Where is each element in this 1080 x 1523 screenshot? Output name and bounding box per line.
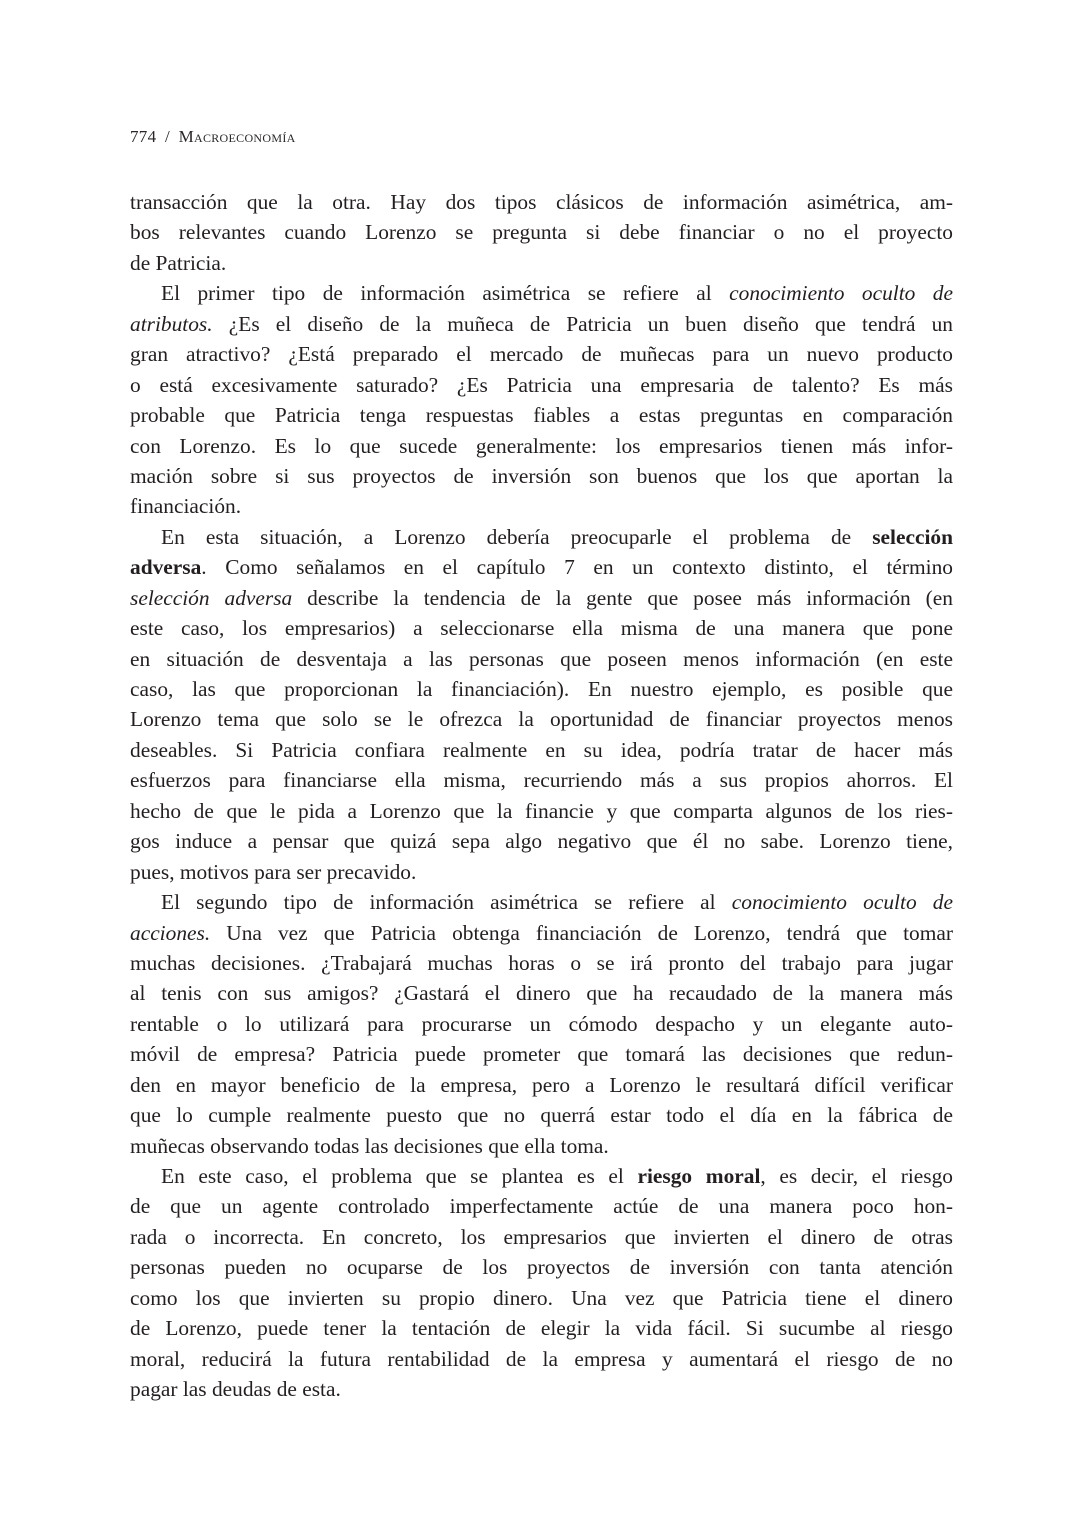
paragraph	[130, 278, 953, 522]
text-run: de Lorenzo, puede tener la tentación de elegir la vida fácil. Si sucumbe al riesgo	[130, 1316, 953, 1341]
text-run: den en mayor beneficio de la empresa, pero a Lorenzo le resultará difícil verificar	[130, 1072, 953, 1097]
text-line	[130, 857, 953, 887]
text-run: En este caso, el problema que se plantea es el	[161, 1164, 638, 1188]
italic-term: conocimiento oculto de	[731, 890, 953, 915]
text-line	[130, 248, 953, 278]
paragraph	[130, 187, 953, 278]
paragraph	[130, 1161, 953, 1405]
text-line	[130, 1344, 953, 1374]
text-run: ¿Es el diseño de la muñeca de Patricia un buen diseño que tendrá un	[212, 311, 953, 336]
page-number: 774	[130, 127, 157, 146]
text-run: El primer tipo de información asimétrica se refiere al	[161, 281, 730, 306]
text-run: esfuerzos para financiarse ella misma, recurriendo más a sus propios ahorros. El	[130, 768, 953, 793]
text-line	[130, 765, 953, 795]
text-line	[130, 400, 953, 430]
text-line	[130, 1039, 953, 1069]
text-run: deseables. Si Patricia confiara realmente en su idea, podría tratar de hacer más	[130, 737, 953, 762]
paragraph	[130, 522, 953, 887]
text-line	[130, 370, 953, 400]
text-line	[130, 978, 953, 1008]
text-run: de que un agente controlado imperfectamente actúe de una manera poco hon-	[130, 1194, 953, 1219]
text-run: este caso, los empresarios) a seleccionarse ella misma de una manera que pone	[130, 616, 953, 641]
text-line	[130, 1283, 953, 1313]
text-line	[130, 1222, 953, 1252]
text-run: que lo cumple realmente puesto que no querrá estar todo el día en la fábrica de	[130, 1103, 953, 1128]
running-head	[130, 127, 296, 147]
text-line	[130, 309, 953, 339]
text-run: pagar las deudas de esta.	[130, 1377, 341, 1402]
text-run: mación sobre si sus proyectos de inversión son buenos que los que aportan la	[130, 463, 953, 488]
text-line	[130, 552, 953, 582]
italic-term: conocimiento oculto de	[729, 281, 953, 306]
text-run: con Lorenzo. Es lo que sucede generalmente: los empresarios tienen más infor-	[130, 433, 953, 458]
text-run: personas pueden no ocuparse de los proyectos de inversión con tanta atención	[130, 1255, 953, 1280]
text-line	[130, 735, 953, 765]
bold-term: riesgo moral	[637, 1164, 761, 1188]
text-run: probable que Patricia tenga respuestas fiables a estas preguntas en comparación	[130, 403, 953, 428]
text-line	[130, 1070, 953, 1100]
text-line	[130, 339, 953, 369]
text-line	[130, 278, 953, 308]
text-line	[130, 1131, 953, 1161]
text-run: muchas decisiones. ¿Trabajará muchas horas o se irá pronto del trabajo para jugar	[130, 950, 953, 975]
text-run: al tenis con sus amigos? ¿Gastará el dinero que ha recaudado de la manera más	[130, 981, 953, 1006]
text-line	[130, 796, 953, 826]
text-line	[130, 1252, 953, 1282]
body-text	[130, 187, 953, 1405]
paragraph	[130, 887, 953, 1161]
text-line	[130, 887, 953, 917]
text-line	[130, 704, 953, 734]
text-line	[130, 1313, 953, 1343]
text-run: de Patricia.	[130, 250, 227, 275]
text-line	[130, 1374, 953, 1404]
text-line	[130, 613, 953, 643]
text-line	[130, 644, 953, 674]
text-run: caso, las que proporcionan la financiación). En nuestro ejemplo, es posible que	[130, 677, 953, 701]
text-run: transacción que la otra. Hay dos tipos clásicos de información asimétrica, am-	[130, 190, 953, 214]
text-line	[130, 1009, 953, 1039]
text-run: en situación de desventaja a las personas que poseen menos información (en este	[130, 646, 953, 671]
text-line	[130, 1161, 953, 1191]
text-run: rada o incorrecta. En concreto, los empresarios que invierten el dinero de otras	[130, 1224, 953, 1249]
text-line	[130, 948, 953, 978]
text-line	[130, 431, 953, 461]
text-run: financiación.	[130, 494, 242, 519]
text-run: Una vez que Patricia obtenga financiación de Lorenzo, tendrá que tomar	[210, 920, 953, 945]
text-run: pues, motivos para ser precavido.	[130, 859, 417, 884]
text-line	[130, 461, 953, 491]
text-run: bos relevantes cuando Lorenzo se pregunta si debe financiar o no el proyecto	[130, 220, 953, 245]
text-run: móvil de empresa? Patricia puede prometer que tomará las decisiones que redun-	[130, 1042, 953, 1067]
text-run: como los que invierten su propio dinero. Una vez que Patricia tiene el dinero	[130, 1285, 953, 1310]
text-run: moral, reducirá la futura rentabilidad de la empresa y aumentará el riesgo de no	[130, 1346, 953, 1371]
bold-term: adversa	[130, 555, 202, 580]
text-line	[130, 491, 953, 521]
bold-term: selección	[872, 524, 953, 549]
text-run: . Como señalamos en el capítulo 7 en un contexto distinto, el término	[201, 555, 953, 580]
text-line	[130, 217, 953, 247]
text-run: rentable o lo utilizará para procurarse un cómodo despacho y un elegante auto-	[130, 1011, 953, 1036]
text-run: El segundo tipo de información asimétrica se refiere al	[161, 890, 732, 915]
text-run: , es decir, el riesgo	[760, 1164, 953, 1188]
text-line	[130, 187, 953, 217]
text-run: o está excesivamente saturado? ¿Es Patricia una empresaria de talento? Es más	[130, 372, 953, 397]
text-run: gran atractivo? ¿Está preparado el mercado de muñecas para un nuevo producto	[130, 342, 953, 367]
text-run: hecho de que le pida a Lorenzo que la financie y que comparta algunos de los ries-	[130, 798, 953, 823]
header-separator: /	[164, 127, 170, 146]
text-line	[130, 522, 953, 552]
text-line	[130, 826, 953, 856]
italic-term: atributos.	[130, 311, 213, 336]
book-title: Macroeconomía	[178, 127, 296, 146]
text-run: Lorenzo tema que solo se le ofrezca la oportunidad de financiar proyectos menos	[130, 707, 953, 732]
italic-term: acciones.	[130, 920, 211, 945]
text-line	[130, 1100, 953, 1130]
text-line	[130, 583, 953, 613]
text-run: describe la tendencia de la gente que posee más información (en	[292, 585, 953, 610]
text-line	[130, 1191, 953, 1221]
italic-term: selección adversa	[130, 585, 293, 610]
text-run: muñecas observando todas las decisiones que ella toma.	[130, 1133, 609, 1158]
text-run: En esta situación, a Lorenzo debería preocuparle el problema de	[161, 524, 873, 549]
text-run: gos induce a pensar que quizá sepa algo negativo que él no sabe. Lorenzo tiene,	[130, 829, 953, 854]
text-line	[130, 674, 953, 704]
text-line	[130, 918, 953, 948]
